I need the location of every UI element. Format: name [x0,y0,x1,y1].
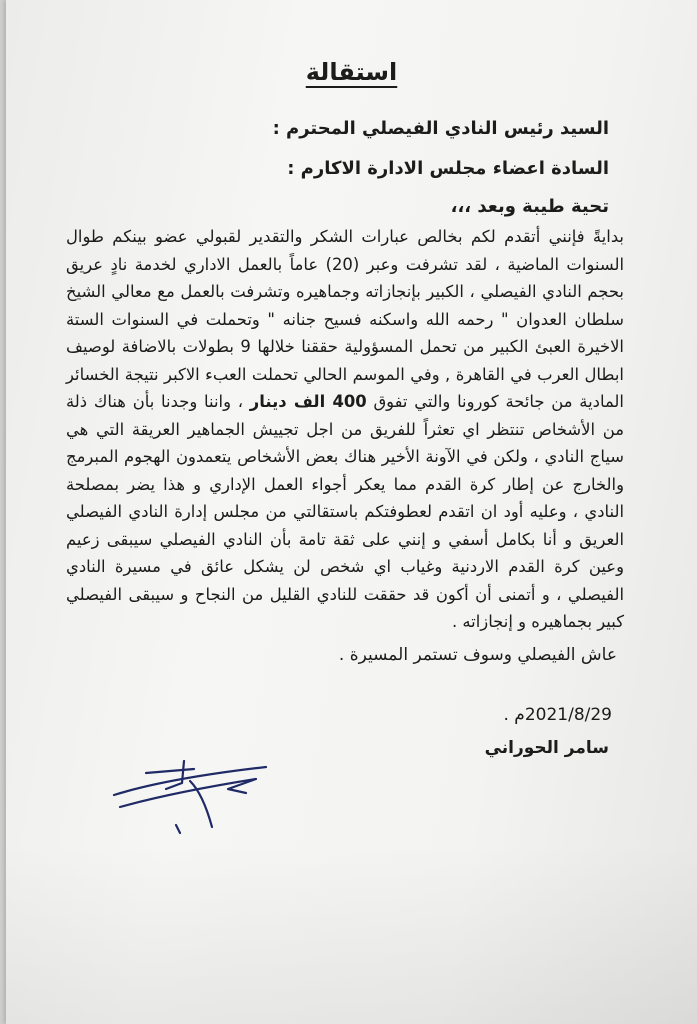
salutation-president: السيد رئيس النادي الفيصلي المحترم : [272,118,609,139]
salutation-board: السادة اعضاء مجلس الادارة الاكارم : [287,158,609,179]
letter-paper [6,0,697,1024]
letter-title: استقالة [305,58,398,86]
amount-bold: 400 الف دينار [249,392,367,411]
body-part-2: ، واننا وجدنا بأن هناك ذلة من الأشخاص تنتظر اي تعثراً للفريق من اجل تجييش الجماهير العريقة التي هي سياج النادي ، ولكن في الآونة الأخير هناك بعض الأشخاص يتعمدون الهجوم المبرمج والخارج عن إطار كرة القدم مما يعكر أجواء العمل الإداري و هذا يضر بمصلحة النادي ، وعليه أود ان اتقدم لعطوفتكم باستقالتي من مجلس إدارة النادي الفيصلي العريق و أنا بكامل أسفي و إنني على ثقة تامة بأن النادي الفيصلي سيبقى زعيم وعين كرة القدم الاردنية وغياب اي شخص لن يشكل عائق في مسيرة النادي الفيصلي ، و أتمنى أن أكون قد حققت للنادي القليل من النجاح و سيبقى الفيصلي كبير بجماهيره و إنجازاته . [66,392,624,631]
letter-date: 2021/8/29م . [503,705,612,725]
body-part-1: بدايةً فإنني أتقدم لكم بخالص عبارات الشكر والتقدير لقبولي عضو بينكم طوال السنوات الماضية ، لقد تشرفت وعبر (20) عاماً بالعمل الاداري لخدمة نادٍ عريق بحجم النادي الفيصلي ، الكبير بإنجازاته وجماهيره وتشرفت بالعمل مع معالي الشيخ سلطان العدوان " رحمه الله واسكنه فسيح جنانه " وتحملت في السنوات الستة الاخيرة العبئ الكبير من تحمل المسؤولية حققنا خلالها 9 بطولات بالاضافة لوصيف ابطال العرب في القاهرة , وفي الموسم الحالي تحملت العبء الاكبر نتيجة الخسائر المادية من جائحة كورونا والتي تفوق [66,227,624,411]
signer-name: سامر الحوراني [484,738,609,758]
closing-line: عاش الفيصلي وسوف تستمر المسيرة . [338,645,617,665]
handwritten-signature-icon [106,755,276,845]
letter-body [66,223,624,636]
greeting: تحية طيبة وبعد ،،، [450,196,609,217]
paper-shadow [6,844,697,1024]
